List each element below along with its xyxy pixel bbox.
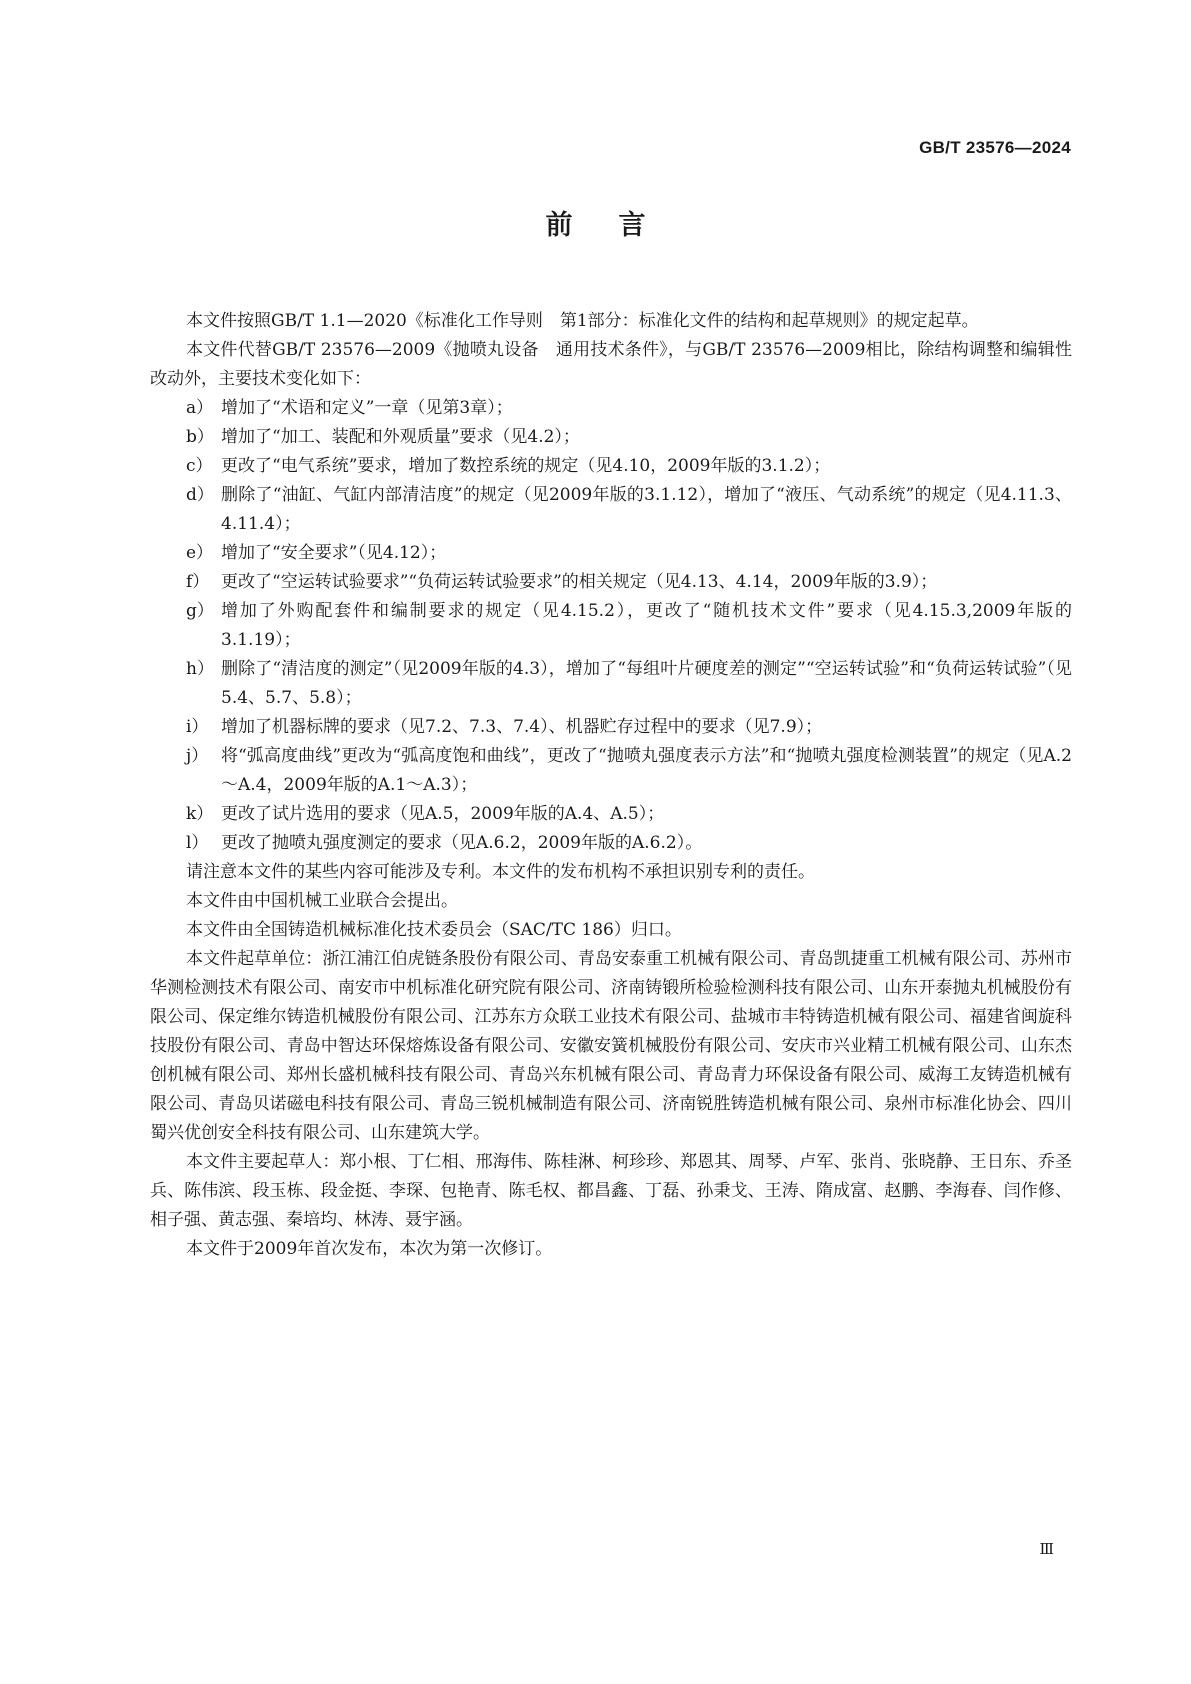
list-item-text: 更改了“电气系统”要求，增加了数控系统的规定（见4.10，2009年版的3.1.2）； <box>221 456 831 476</box>
list-marker: a） <box>186 398 214 418</box>
proposer-statement: 本文件由中国机械工业联合会提出。 <box>186 891 458 911</box>
list-item <box>150 713 1072 742</box>
intro-paragraph-1: 本文件按照GB/T 1.1—2020《标准化工作导则 第1部分：标准化文件的结构和起草规则》的规定起草。 <box>186 311 979 331</box>
list-item-text: 增加了“安全要求”（见4.12）； <box>221 543 447 563</box>
document-code: GB/T 23576—2024 <box>919 138 1071 157</box>
list-item-text: 增加了“术语和定义”一章（见第3章）； <box>221 398 513 418</box>
publication-history: 本文件于2009年首次发布，本次为第一次修订。 <box>186 1239 553 1259</box>
list-marker: i） <box>186 717 209 737</box>
page-number: Ⅲ <box>1039 1540 1054 1558</box>
list-marker: e） <box>186 543 214 563</box>
list-marker: j） <box>186 746 209 766</box>
drafters: 本文件主要起草人：郑小根、丁仁相、邢海伟、陈桂淋、柯珍珍、郑恩其、周琴、卢军、张肖、张晓静、王日东、乔圣兵、陈伟滨、段玉栋、段金挺、李琛、包艳青、陈毛权、都昌鑫、丁磊、孙秉戈、王涛、隋成富、赵鹏、李海春、闫作修、相子强、黄志强、秦培均、林涛、聂宇涵。 <box>150 1152 1072 1230</box>
list-item <box>150 568 1072 597</box>
list-item <box>150 423 1072 452</box>
list-item-text: 将“弧高度曲线”更改为“弧高度饱和曲线”，更改了“抛喷丸强度表示方法”和“抛喷丸强度检测装置”的规定（见A.2～A.4，2009年版的A.1～A.3）； <box>221 746 1072 795</box>
page-title: 前言 <box>545 210 692 241</box>
list-marker: d） <box>186 485 214 505</box>
list-item <box>150 742 1072 800</box>
list-item <box>150 597 1072 655</box>
drafting-organizations: 本文件起草单位：浙江浦江伯虎链条股份有限公司、青岛安泰重工机械有限公司、青岛凯捷重工机械有限公司、苏州市华测检测技术有限公司、南安市中机标准化研究院有限公司、济南铸锻所检验检测科技有限公司、山东开泰抛丸机械股份有限公司、保定维尔铸造机械股份有限公司、江苏东方众联工业技术有限公司、盐城市丰特铸造机械有限公司、福建省闽旋科技股份有限公司、青岛中智达环保熔炼设备有限公司、安徽安簧机械股份有限公司、安庆市兴业精工机械有限公司、山东杰创机械有限公司、郑州长盛机械科技有限公司、青岛兴东机械有限公司、青岛青力环保设备有限公司、威海工友铸造机械有限公司、青岛贝诺磁电科技有限公司、青岛三锐机械制造有限公司、济南锐胜铸造机械有限公司、泉州市标准化协会、四川蜀兴优创安全科技有限公司、山东建筑大学。 <box>150 949 1072 1143</box>
patent-notice: 请注意本文件的某些内容可能涉及专利。本文件的发布机构不承担识别专利的责任。 <box>186 862 815 882</box>
list-item-text: 更改了试片选用的要求（见A.5，2009年版的A.4、A.5）； <box>221 804 665 824</box>
list-item-text: 删除了“油缸、气缸内部清洁度”的规定（见2009年版的3.1.12），增加了“液压、气动系统”的规定（见4.11.3、4.11.4）； <box>221 485 1072 534</box>
list-marker: b） <box>186 427 214 447</box>
list-item-text: 增加了机器标牌的要求（见7.2、7.3、7.4）、机器贮存过程中的要求（见7.9）； <box>221 717 823 737</box>
list-marker: k） <box>186 804 214 824</box>
list-item <box>150 655 1072 713</box>
list-marker: g） <box>186 601 214 621</box>
committee-statement: 本文件由全国铸造机械标准化技术委员会（SAC/TC 186）归口。 <box>186 920 682 940</box>
changes-list <box>150 394 1072 858</box>
list-marker: f） <box>186 572 210 592</box>
foreword-body <box>150 307 1072 1264</box>
list-marker: c） <box>186 456 213 476</box>
list-item <box>150 829 1072 858</box>
list-item <box>150 452 1072 481</box>
list-marker: h） <box>186 659 214 679</box>
list-item <box>150 800 1072 829</box>
list-item-text: 更改了抛喷丸强度测定的要求（见A.6.2，2009年版的A.6.2）。 <box>221 833 703 853</box>
list-item <box>150 394 1072 423</box>
list-item-text: 更改了“空运转试验要求”“负荷运转试验要求”的相关规定（见4.13、4.14，2009年版的3.9）； <box>221 572 938 592</box>
list-marker: l） <box>186 833 209 853</box>
list-item-text: 增加了外购配套件和编制要求的规定（见4.15.2），更改了“随机技术文件”要求（见4.15.3,2009年版的3.1.19）； <box>221 601 1072 650</box>
list-item-text: 增加了“加工、装配和外观质量”要求（见4.2）； <box>221 427 580 447</box>
list-item <box>150 481 1072 539</box>
list-item-text: 删除了“清洁度的测定”（见2009年版的4.3），增加了“每组叶片硬度差的测定”“空运转试验”和“负荷运转试验”（见5.4、5.7、5.8）； <box>221 659 1072 708</box>
intro-paragraph-2: 本文件代替GB/T 23576—2009《抛喷丸设备 通用技术条件》，与GB/T 23576—2009相比，除结构调整和编辑性改动外，主要技术变化如下： <box>150 340 1072 389</box>
list-item <box>150 539 1072 568</box>
